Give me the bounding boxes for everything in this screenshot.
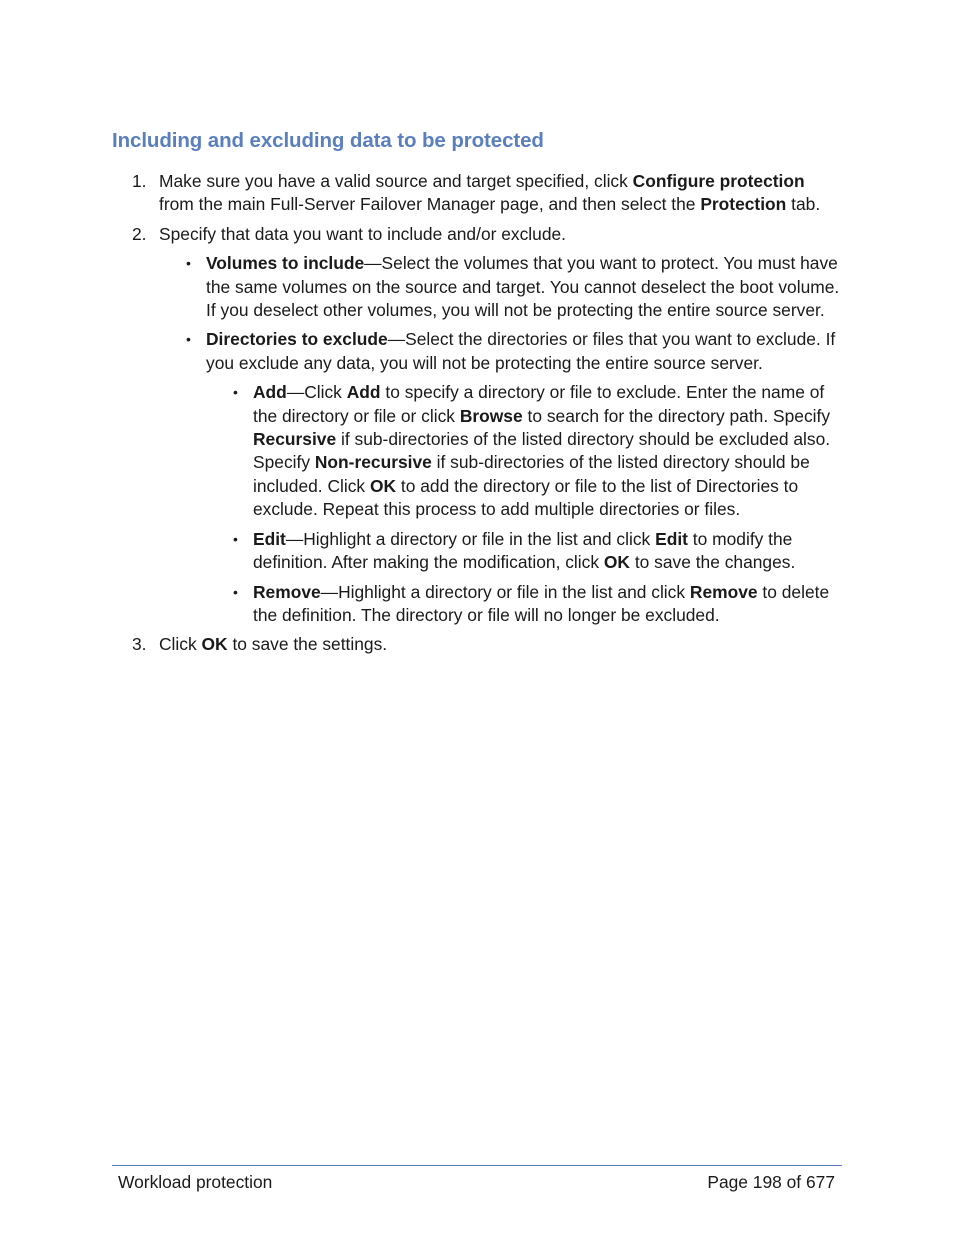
step-2 <box>0 223 839 246</box>
bullet-text: —Click <box>286 382 347 403</box>
step-number: 1. <box>132 171 147 191</box>
bullet-text: if sub-directories of the listed directory should be excluded also. Specify <box>253 429 831 473</box>
bullet-text: —Select the directories or files that you want to exclude. If you exclude any data, you will not be protecting the entire source server. <box>206 329 836 373</box>
footer-section-title: Workload protection <box>118 1172 273 1192</box>
step-text: from the main Full-Server Failover Manager page, and then select the <box>159 194 701 215</box>
instructions <box>0 170 954 663</box>
step-text: tab. <box>786 194 821 215</box>
bullet-term: Remove <box>253 581 321 602</box>
bullet-term: Edit <box>253 528 286 549</box>
bullet-dot-icon: • <box>186 331 191 348</box>
step-bold: Configure protection <box>632 171 805 191</box>
bullet-term: Directories to exclude <box>206 329 388 350</box>
step-3 <box>0 633 839 656</box>
step-bold: Protection <box>700 194 787 215</box>
bullet-text: to add the directory or file to the list of Directories to exclude. Repeat this process to add multiple directories or files. <box>253 475 799 520</box>
bullet-dot-icon: • <box>233 530 238 547</box>
bullet-text: —Highlight a directory or file in the list and click <box>285 528 656 549</box>
step-text: Specify that data you want to include and/or exclude. <box>159 223 567 244</box>
bullet-bold: Non-recursive <box>314 452 432 473</box>
bullet-add <box>0 381 839 521</box>
step-text: Make sure you have a valid source and target specified, click <box>159 171 633 191</box>
bullet-bold: OK <box>369 475 397 496</box>
bullet-term: Volumes to include <box>206 253 365 274</box>
step-bold: OK <box>201 634 228 655</box>
step-number: 3. <box>132 634 147 655</box>
bullet-text: to modify the definition. After making the modification, click <box>253 528 793 573</box>
bullet-directories-to-exclude <box>0 328 840 375</box>
bullet-bold: Edit <box>655 528 688 549</box>
bullet-text: to specify a directory or file to exclude. Enter the name of the directory or file or click <box>253 382 825 426</box>
bullet-dot-icon: • <box>233 583 238 600</box>
bullet-term: Add <box>253 382 287 403</box>
step-1 <box>0 170 839 217</box>
bullet-bold: Remove <box>689 581 758 602</box>
bullet-remove <box>0 581 839 628</box>
footer-divider <box>112 1165 842 1166</box>
section-heading: Including and excluding data to be protected <box>112 129 544 152</box>
bullet-text: if sub-directories of the listed directory should be included. Click <box>253 452 810 496</box>
bullet-volumes-to-include <box>0 252 840 322</box>
step-text: to save the settings. <box>227 634 388 655</box>
step-text: Click <box>159 634 202 655</box>
bullet-text: to save the changes. <box>629 552 796 573</box>
bullet-bold: OK <box>603 552 630 573</box>
step-number: 2. <box>132 223 147 244</box>
bullet-text: to search for the directory path. Specify <box>522 405 831 426</box>
bullet-edit <box>0 528 839 575</box>
footer-page-number: Page 198 of 677 <box>707 1172 835 1192</box>
bullet-text: —Select the volumes that you want to protect. You must have the same volumes on the source and target. You cannot deselect the boot volume. If you deselect other volumes, you will not be protecting the entire source server. <box>206 253 840 321</box>
bullet-text: to delete the definition. The directory or file will no longer be excluded. <box>253 581 830 625</box>
bullet-bold: Recursive <box>253 429 337 450</box>
bullet-bold: Add <box>346 382 381 403</box>
bullet-dot-icon: • <box>233 384 238 401</box>
bullet-text: —Highlight a directory or file in the list and click <box>320 581 690 602</box>
bullet-dot-icon: • <box>186 255 191 272</box>
bullet-bold: Browse <box>459 405 523 426</box>
